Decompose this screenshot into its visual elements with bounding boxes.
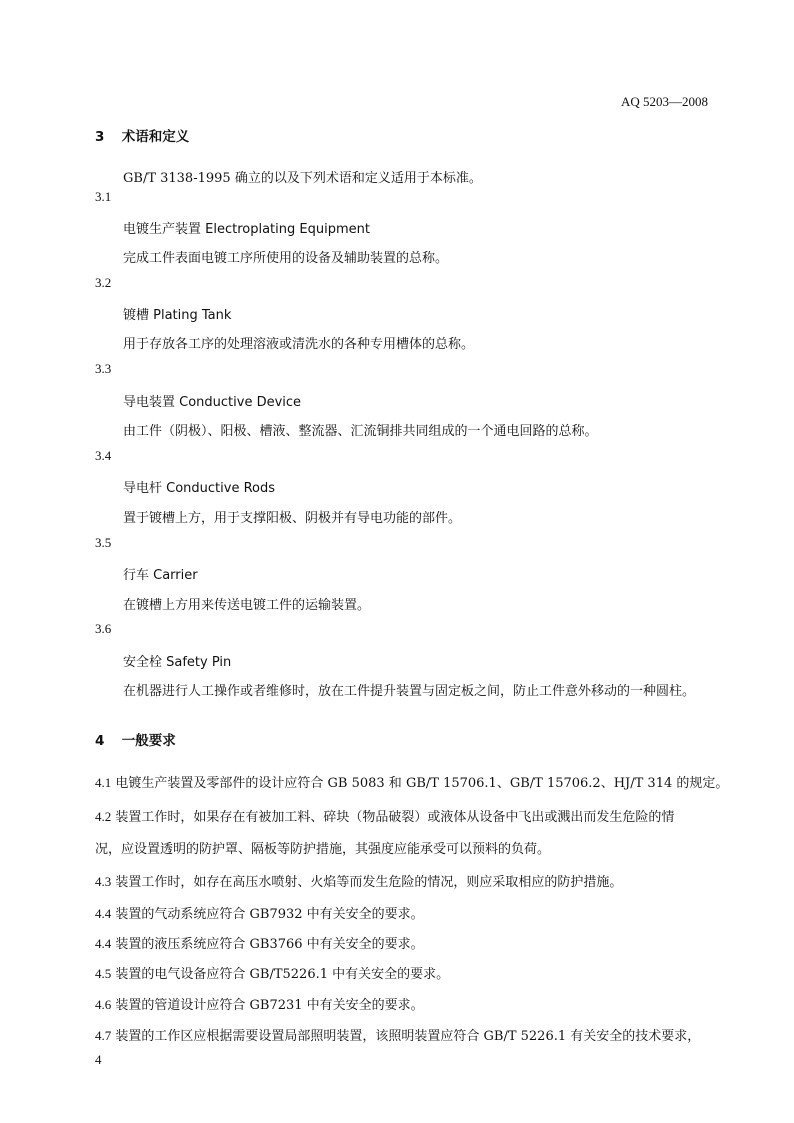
requirement-item [95, 963, 449, 982]
term-number: 3.2 [95, 275, 112, 290]
section-title: 一般要求 [121, 733, 176, 749]
requirement-item [95, 1025, 700, 1044]
item-number: 4.6 [95, 997, 112, 1012]
term-title: 安全栓 Safety Pin [123, 655, 232, 670]
item-number: 4.7 [95, 1028, 112, 1043]
item-number: 4.2 [95, 809, 112, 824]
section-4-heading [95, 729, 176, 749]
requirement-item [95, 903, 424, 922]
section-3-heading [95, 125, 189, 145]
term-number: 3.1 [95, 189, 112, 204]
item-text: 装置工作时，如存在高压水喷射、火焰等而发生危险的情况，则应采取相应的防护措施。 [115, 875, 623, 890]
item-text: 电镀生产装置及零部件的设计应符合 GB 5083 和 GB/T 15706.1、GB/T 15706.2、HJ/T 314 的规定。 [115, 776, 729, 791]
term-number: 3.4 [95, 448, 112, 463]
item-text: 装置工作时，如果存在有被加工料、碎块（物品破裂）或液体从设备中飞出或溅出而发生危险的情 [115, 810, 675, 825]
term-title: 电镀生产装置 Electroplating Equipment [123, 222, 370, 237]
item-text: 装置的液压系统应符合 GB3766 中有关安全的要求。 [115, 937, 424, 952]
standard-code: AQ 5203—2008 [620, 94, 708, 109]
item-text: 装置的工作区应根据需要设置局部照明装置，该照明装置应符合 GB/T 5226.1 有关安全的技术要求， [115, 1029, 701, 1044]
section-number: 3 [95, 129, 105, 145]
term-definition: 在机器进行人工操作或者维修时，放在工件提升装置与固定板之间，防止工件意外移动的一种圆柱。 [123, 684, 696, 699]
term-definition: 用于存放各工序的处理溶液或清洗水的各种专用槽体的总称。 [123, 337, 475, 352]
term-number: 3.3 [95, 361, 112, 376]
item-text: 装置的管道设计应符合 GB7231 中有关安全的要求。 [115, 998, 424, 1013]
item-number: 4.1 [95, 775, 112, 790]
item-number: 4.4 [95, 906, 112, 921]
item-text: 装置的电气设备应符合 GB/T5226.1 中有关安全的要求。 [115, 967, 450, 982]
term-title: 行车 Carrier [123, 568, 198, 583]
term-title: 导电杆 Conductive Rods [123, 481, 276, 496]
term-definition: 由工件（阴极）、阳极、槽液、整流器、汇流铜排共同组成的一个通电回路的总称。 [123, 424, 598, 439]
section-number: 4 [95, 733, 105, 749]
term-definition: 在镀槽上方用来传送电镀工件的运输装置。 [123, 598, 371, 613]
term-definition: 完成工件表面电镀工序所使用的设备及辅助装置的总称。 [123, 251, 449, 266]
term-title: 导电装置 Conductive Device [123, 395, 302, 410]
section-title: 术语和定义 [121, 129, 190, 145]
item-text: 装置的气动系统应符合 GB7932 中有关安全的要求。 [115, 907, 424, 922]
requirement-item [95, 933, 424, 952]
page-number: 4 [95, 1052, 102, 1067]
item-number: 4.3 [95, 874, 112, 889]
requirement-item [95, 806, 674, 825]
item-number: 4.5 [95, 966, 112, 981]
term-number: 3.6 [95, 621, 112, 636]
term-number: 3.5 [95, 535, 112, 550]
term-definition: 置于镀槽上方，用于支撑阳极、阴极并有导电功能的部件。 [123, 511, 462, 526]
requirement-item [95, 871, 622, 890]
item-continuation: 况，应设置透明的防护罩、隔板等防护措施，其强度应能承受可以预料的负荷。 [95, 842, 551, 857]
term-title: 镀槽 Plating Tank [123, 308, 232, 323]
item-number: 4.4 [95, 936, 112, 951]
section-3-intro: GB/T 3138-1995 确立的以及下列术语和定义适用于本标准。 [123, 171, 482, 186]
requirement-item [95, 994, 424, 1013]
requirement-item [95, 772, 728, 791]
